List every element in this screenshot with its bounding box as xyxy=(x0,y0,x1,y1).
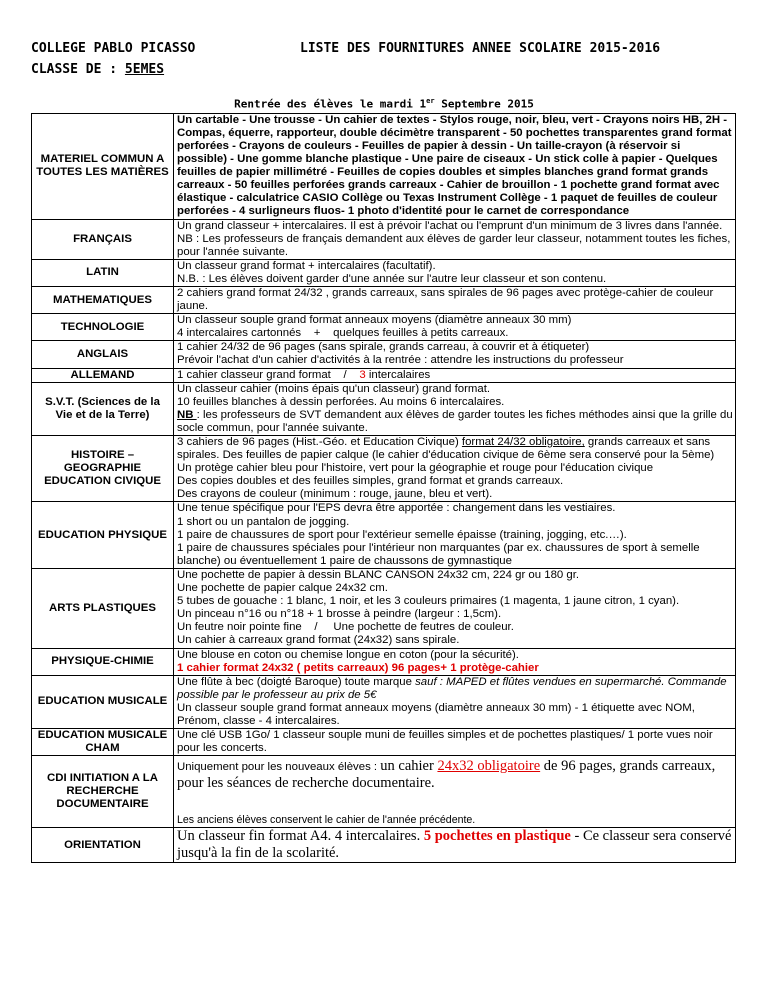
row-musique xyxy=(32,675,736,728)
row-maths xyxy=(32,286,736,313)
row-anglais xyxy=(32,341,736,368)
content-cdi: Uniquement pour les nouveaux élèves : un cahier 24x32 obligatoire de 96 pages, grands carreaux, pour les séances de recherche documentaire. Les anciens élèves conservent le cahier de l'année précédente. xyxy=(174,756,736,828)
physique-cahier: 1 cahier format 24x32 ( petits carreaux) 96 pages+ 1 protège-cahier xyxy=(177,661,539,674)
subject-latin: LATIN xyxy=(32,259,174,286)
subject-techno: TECHNOLOGIE xyxy=(32,314,174,341)
content-histoire: 3 cahiers de 96 pages (Hist.-Géo. et Education Civique) format 24/32 obligatoire, grands carreaux et sans spirales. Des feuilles de papier calque (le cahier d'éducation civique de 6ème sera conservé pour la 5ème) Un protège cahier bleu pour l'histoire, vert pour la géographie et rouge pour l'éducation civique Des copies doubles et des feuilles simples, grand format et grands carreaux. Des crayons de couleur (minimum : rouge, jaune, bleu et vert). xyxy=(174,436,736,502)
content-arts: Une pochette de papier à dessin BLANC CANSON 24x32 cm, 224 gr ou 180 gr. Une pochette de papier calque 24x32 cm. 5 tubes de gouache : 1 blanc, 1 noir, et les 3 couleurs primaires (1 magenta, 1 jaune citron, 1 cyan). Un pinceau n°16 ou n°18 + 1 brosse à peindre (largeur : 1,5cm). Un feutre noir pointe fine / Une pochette de feutres de couleur. Un cahier à carreaux grand format (24x32) sans spirale. xyxy=(174,568,736,648)
content-latin: Un classeur grand format + intercalaires (facultatif). N.B. : Les élèves doivent garder d'une année sur l'autre leur classeur et son contenu. xyxy=(174,259,736,286)
row-latin xyxy=(32,259,736,286)
subject-physique: PHYSIQUE-CHIMIE xyxy=(32,648,174,675)
row-cham xyxy=(32,729,736,756)
class-value: 5EMES xyxy=(124,62,165,77)
subject-eps: EDUCATION PHYSIQUE xyxy=(32,502,174,568)
content-physique: Une blouse en coton ou chemise longue en coton (pour la sécurité). 1 cahier format 24x32 ( petits carreaux) 96 pages+ 1 protège-cahier xyxy=(174,648,736,675)
row-allemand xyxy=(32,368,736,382)
subject-cdi: CDI INITIATION A LA RECHERCHE DOCUMENTAIRE xyxy=(32,756,174,828)
content-materiel: Un cartable - Une trousse - Un cahier de textes - Stylos rouge, noir, bleu, vert - Crayons noirs HB, 2H - Compas, équerre, rapporteur, double décimètre transparent - 50 pochettes transparentes grand format perforées - Crayons de couleurs - Feuilles de papier à dessin - Un taille-crayon (à réservoir si possible) - Une gomme blanche plastique - Une paire de ciseaux - Un stick colle à papier - Quelques feuilles de papier millimétré - Feuilles de copies doubles et simples blanches grand format grands carreaux - 50 feuilles perforées grands carreaux - Cahier de brouillon - 1 pochette grand format avec élastique - calculatrice CASIO Collège ou Texas Instrument Collège - 1 paquet de feuilles de couleur perforées - 4 surligneurs fluos- 1 photo d'identité pour le carnet de correspondance xyxy=(174,113,736,219)
class-line xyxy=(31,62,164,77)
histoire-format: format 24/32 obligatoire, xyxy=(461,436,585,448)
content-eps: Une tenue spécifique pour l'EPS devra être apportée : changement dans les vestiaires. 1 short ou un pantalon de jogging. 1 paire de chaussures de sport pour l'extérieur semelle épaisse (training, jogging, etc.…). 1 paire de chaussures spéciales pour l'intérieur non marquantes (par ex. chaussures de sport à semelle blanche) ou éventuellement 1 paire de chaussons de gymnastique xyxy=(174,502,736,568)
subject-histoire: HISTOIRE – GEOGRAPHIE EDUCATION CIVIQUE xyxy=(32,436,174,502)
content-maths: 2 cahiers grand format 24/32 , grands carreaux, sans spirales de 96 pages avec protège-cahier de couleur jaune. xyxy=(174,286,736,313)
row-histoire xyxy=(32,436,736,502)
row-orientation xyxy=(32,828,736,863)
content-orientation: Un classeur fin format A4. 4 intercalaires. 5 pochettes en plastique - Ce classeur sera conservé jusqu'à la fin de la scolarité. xyxy=(174,828,736,863)
cdi-format: 24x32 obligatoire xyxy=(437,758,541,775)
content-techno: Un classeur souple grand format anneaux moyens (diamètre anneaux 30 mm) 4 intercalaires cartonnés + quelques feuilles à petits carreaux. xyxy=(174,314,736,341)
row-physique xyxy=(32,648,736,675)
content-allemand: 1 cahier classeur grand format / 3 intercalaires xyxy=(174,368,736,382)
subject-cham: EDUCATION MUSICALE CHAM xyxy=(32,729,174,756)
svt-nb: NB xyxy=(177,408,197,421)
content-svt: Un classeur cahier (moins épais qu'un classeur) grand format. 10 feuilles blanches à dessin perforées. Au moins 6 intercalaires. NB : les professeurs de SVT demandent aux élèves de garder toutes les fiches méthodes ainsi que la grille du socle commun, pour l'année suivante. xyxy=(174,382,736,435)
rentree-row xyxy=(32,95,736,113)
row-svt xyxy=(32,382,736,435)
content-francais: Un grand classeur + intercalaires. Il est à prévoir l'achat ou l'emprunt d'un minimum de 3 livres dans l'année. NB : Les professeurs de français demandent aux élèves de garder leur classeur, notamment toutes les fiches, pour l'année suivante. xyxy=(174,219,736,259)
subject-svt: S.V.T. (Sciences de la Vie et de la Terre) xyxy=(32,382,174,435)
subject-allemand: ALLEMAND xyxy=(32,368,174,382)
content-musique: Une flûte à bec (doigté Baroque) toute marque sauf : MAPED et flûtes vendues en supermarché. Commande possible par le professeur au prix de 5€ Un classeur souple grand format anneaux moyens (diamètre anneaux 30 mm) - 1 étiquette avec NOM, Prénom, classe - 4 intercalaires. xyxy=(174,675,736,728)
row-arts xyxy=(32,568,736,648)
subject-anglais: ANGLAIS xyxy=(32,341,174,368)
college-name: COLLEGE PABLO PICASSO xyxy=(31,41,196,56)
supplies-table xyxy=(31,95,736,863)
document-title: LISTE DES FOURNITURES ANNEE SCOLAIRE 2015-2016 xyxy=(300,41,661,56)
row-eps xyxy=(32,502,736,568)
row-materiel xyxy=(32,113,736,219)
row-techno xyxy=(32,314,736,341)
subject-arts: ARTS PLASTIQUES xyxy=(32,568,174,648)
subject-orientation: ORIENTATION xyxy=(32,828,174,863)
subject-musique: EDUCATION MUSICALE xyxy=(32,675,174,728)
allemand-count: 3 xyxy=(359,368,366,381)
orientation-pochettes: 5 pochettes en plastique xyxy=(423,828,571,845)
subject-francais: FRANÇAIS xyxy=(32,219,174,259)
row-cdi xyxy=(32,756,736,828)
content-anglais: 1 cahier 24/32 de 96 pages (sans spirale, grands carreau, à couvrir et à étiqueter) Prévoir l'achat d'un cahier d'activités à la rentrée : attendre les instructions du professeur xyxy=(174,341,736,368)
content-cham: Une clé USB 1Go/ 1 classeur souple muni de feuilles simples et de pochettes plastiques/ 1 porte vues noir pour les concerts. xyxy=(174,729,736,756)
subject-maths: MATHEMATIQUES xyxy=(32,286,174,313)
class-label: CLASSE DE : xyxy=(31,62,125,77)
rentree-date: Rentrée des élèves le mardi 1er Septembre 2015 xyxy=(234,97,534,111)
row-francais xyxy=(32,219,736,259)
subject-materiel: MATERIEL COMMUN A TOUTES LES MATIÈRES xyxy=(32,113,174,219)
